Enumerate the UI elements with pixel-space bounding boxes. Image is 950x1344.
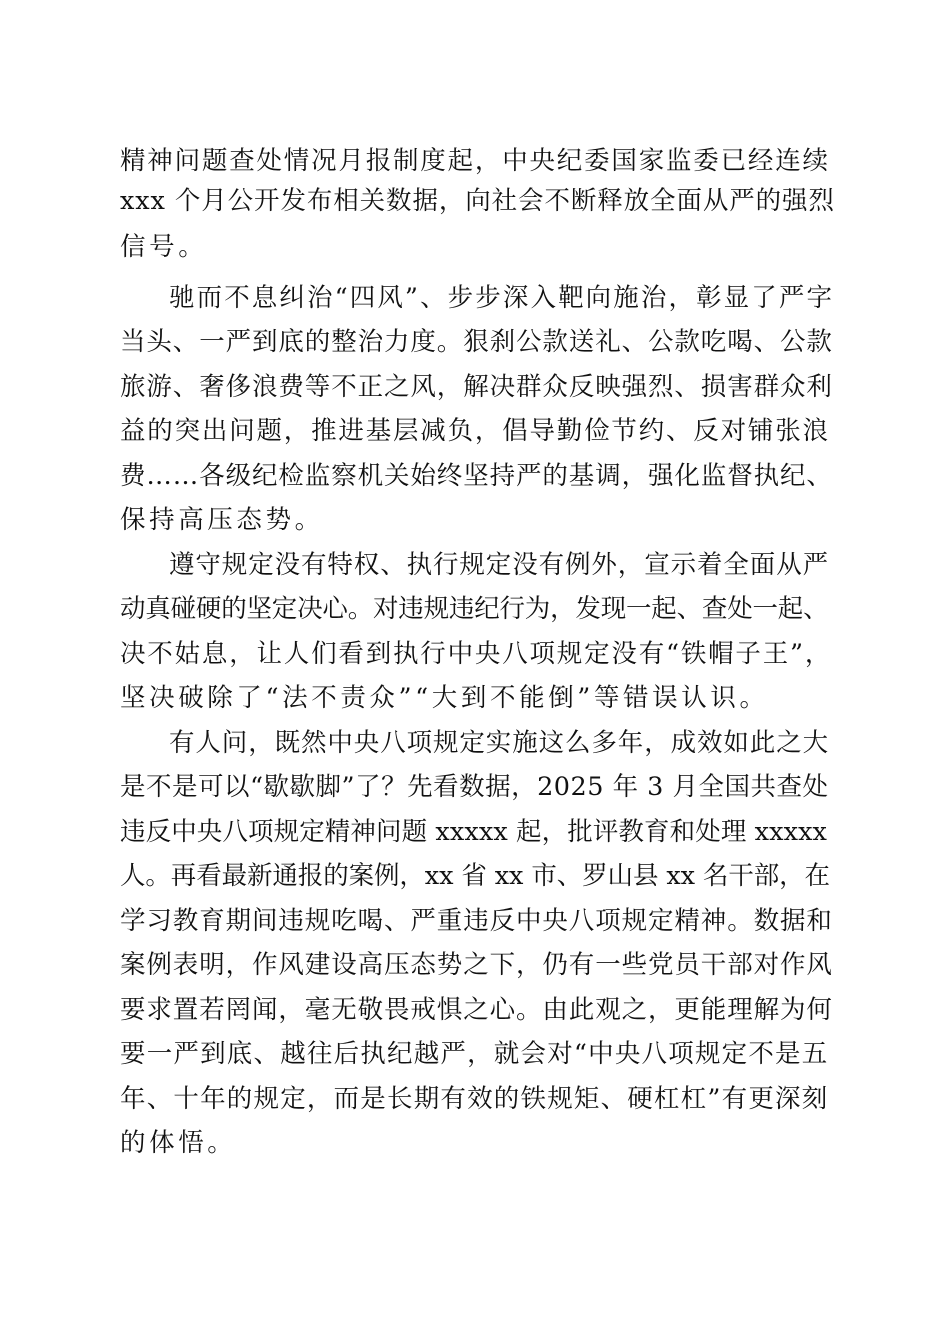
paragraph-1-line-2: xxx 个月公开发布相关数据，向社会不断释放全面从严的强烈: [120, 186, 835, 216]
paragraph-1-line-3: 信号。: [120, 232, 208, 262]
paragraph-4-line-5: 学习教育期间违规吃喝、严重违反中央八项规定精神。数据和: [120, 906, 833, 936]
paragraph-4-line-9: 年、十年的规定，而是长期有效的铁规矩、硬杠杠”有更深刻: [120, 1084, 829, 1114]
paragraph-2-line-1: 驰而不息纠治“四风”、步步深入靶向施治，彰显了严字: [169, 283, 835, 313]
paragraph-4-line-1: 有人问，既然中央八项规定实施这么多年，成效如此之大: [169, 728, 830, 758]
paragraph-2-line-6: 保持高压态势。: [120, 505, 324, 535]
paragraph-4-line-6: 案例表明，作风建设高压态势之下，仍有一些党员干部对作风: [120, 950, 833, 980]
paragraph-3-line-2: 动真碰硬的坚定决心。对违规违纪行为，发现一起、查处一起、: [120, 594, 829, 624]
paragraph-2-line-5: 费……各级纪检监察机关始终坚持严的基调，强化监督执纪、: [120, 461, 833, 491]
paragraph-2-line-2: 当头、一严到底的整治力度。狠刹公款送礼、公款吃喝、公款: [120, 327, 833, 357]
paragraph-4-line-8: 要一严到底、越往后执纪越严，就会对“中央八项规定不是五: [120, 1039, 829, 1069]
paragraph-4-line-10: 的体悟。: [120, 1128, 237, 1158]
paragraph-3-line-4: 坚决破除了“法不责众”“大到不能倒”等错误认识。: [120, 683, 769, 713]
paragraph-1-line-1: 精神问题查处情况月报制度起，中央纪委国家监委已经连续: [120, 146, 830, 176]
paragraph-3-line-3: 决不姑息，让人们看到执行中央八项规定没有“铁帽子王”，: [120, 639, 833, 669]
paragraph-2-line-4: 益的突出问题，推进基层减负，倡导勤俭节约、反对铺张浪: [120, 416, 830, 446]
paragraph-4-line-2: 是不是可以“歇歇脚”了？先看数据，2025 年 3 月全国共查处: [120, 772, 829, 802]
paragraph-4-line-3: 违反中央八项规定精神问题 xxxxx 起，批评教育和处理 xxxxx: [120, 817, 828, 847]
paragraph-4-line-4: 人。再看最新通报的案例，xx 省 xx 市、罗山县 xx 名干部，在: [120, 861, 830, 891]
paragraph-2-line-3: 旅游、奢侈浪费等不正之风，解决群众反映强烈、损害群众利: [120, 372, 833, 402]
paragraph-3-line-1: 遵守规定没有特权、执行规定没有例外，宣示着全面从严: [169, 550, 830, 580]
paragraph-4-line-7: 要求置若罔闻，毫无敬畏戒惧之心。由此观之，更能理解为何: [120, 995, 833, 1025]
